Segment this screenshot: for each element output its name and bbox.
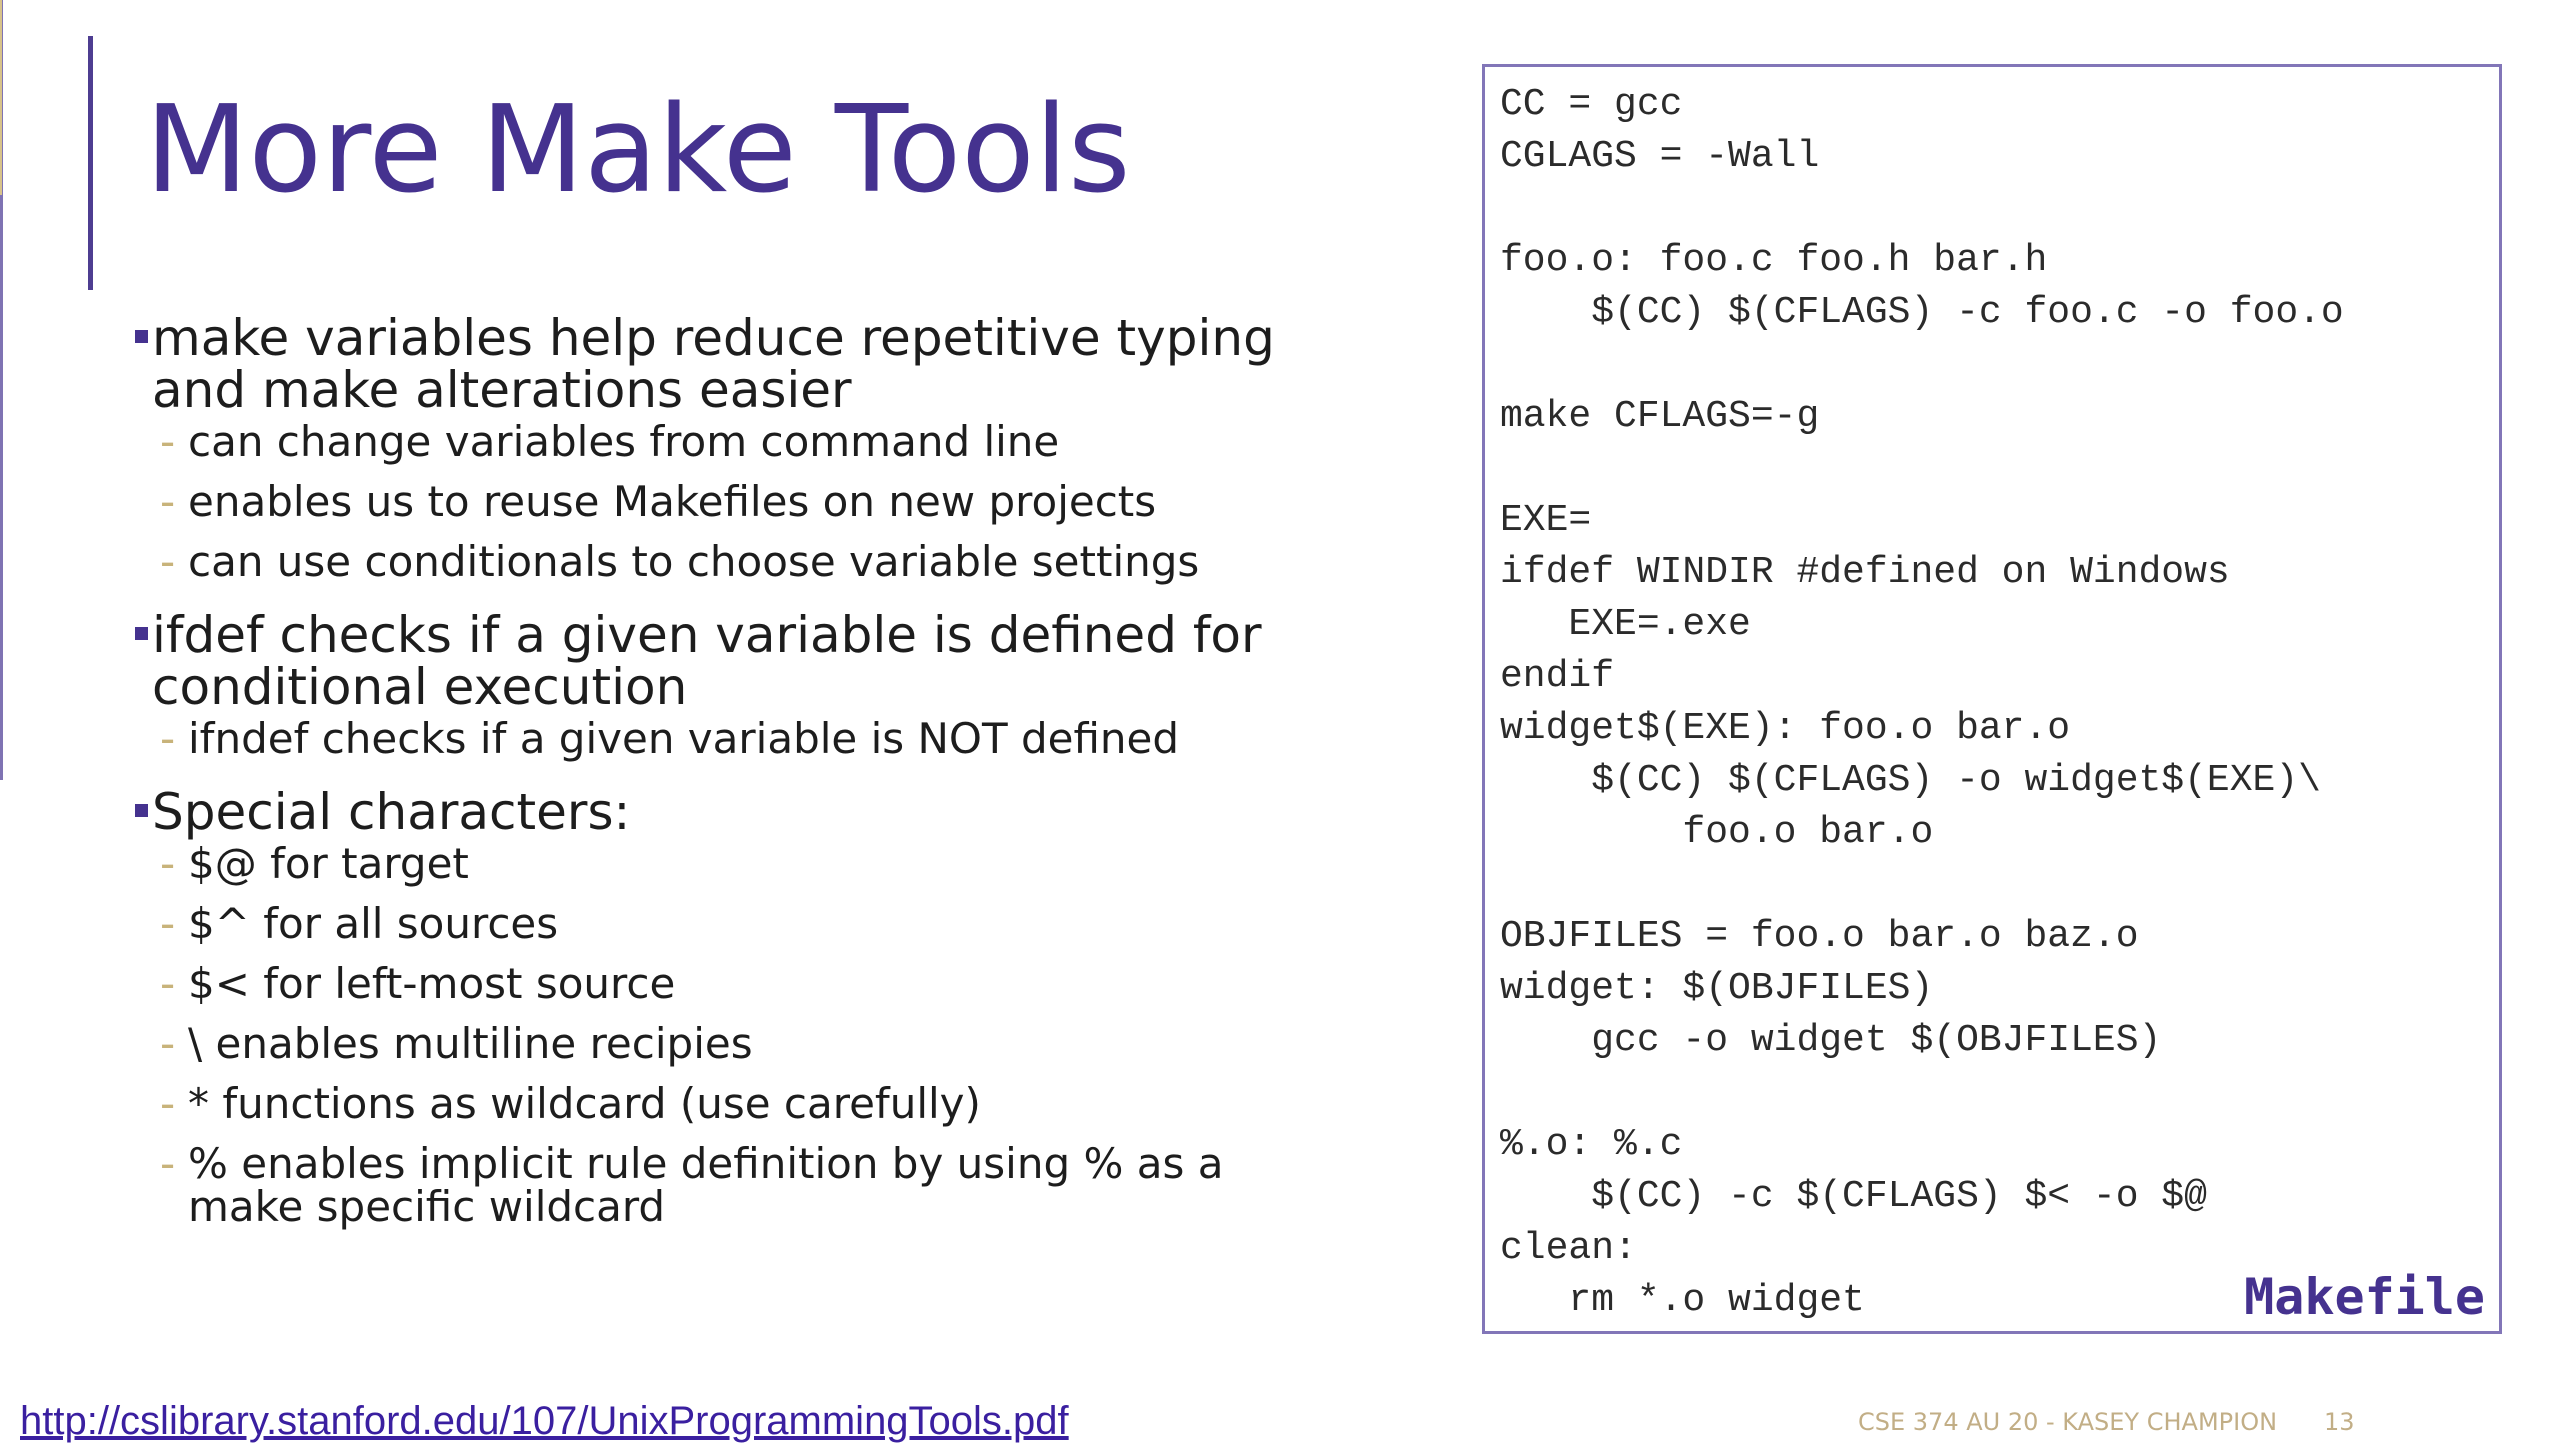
- sub-bullet-list: [132, 714, 1312, 763]
- sub-bullet-item: [160, 1079, 1312, 1128]
- code-line: EXE=.exe: [1500, 603, 1751, 646]
- code-line: endif: [1500, 655, 1615, 698]
- sub-bullet-item: [160, 477, 1312, 526]
- reference-link[interactable]: http://cslibrary.stanford.edu/107/UnixProgrammingTools.pdf: [20, 1399, 1069, 1443]
- code-line: widget$(EXE): foo.o bar.o: [1500, 707, 2071, 750]
- slide-title: More Make Tools: [145, 81, 1131, 220]
- code-line: $(CC) $(CFLAGS) -c foo.c -o foo.o: [1500, 291, 2344, 334]
- square-bullet-icon: [135, 627, 148, 640]
- sub-bullet-text: $< for left-most source: [188, 959, 676, 1008]
- sub-bullet-text: $@ for target: [188, 839, 469, 888]
- dash-bullet-icon: -: [160, 417, 176, 466]
- code-line: [1500, 339, 2499, 391]
- code-line: CC = gcc: [1500, 83, 1683, 126]
- makefile-code: [1500, 79, 2499, 1327]
- sub-bullet-item: [160, 537, 1312, 586]
- code-box-label: Makefile: [2244, 1268, 2485, 1326]
- code-line: $(CC) -c $(CFLAGS) $< -o $@: [1500, 1175, 2207, 1218]
- code-line: EXE=: [1500, 499, 1592, 542]
- bullet-text: ifdef checks if a given variable is defined for conditional execution: [152, 606, 1262, 716]
- sub-bullet-text: enables us to reuse Makefiles on new projects: [188, 477, 1157, 526]
- code-line: make CFLAGS=-g: [1500, 395, 1820, 438]
- bullet-text: make variables help reduce repetitive typing and make alterations easier: [152, 309, 1275, 419]
- bullet-item: [132, 783, 1312, 1231]
- dash-bullet-icon: -: [160, 1019, 176, 1068]
- code-line: [1500, 183, 2499, 235]
- sub-bullet-text: can change variables from command line: [188, 417, 1060, 466]
- dash-bullet-icon: -: [160, 959, 176, 1008]
- code-line: foo.o bar.o: [1500, 811, 1934, 854]
- sub-bullet-text: \ enables multiline recipies: [188, 1019, 753, 1068]
- dash-bullet-icon: -: [160, 714, 176, 763]
- title-accent-bar: [88, 36, 93, 290]
- sub-bullet-item: [160, 1019, 1312, 1068]
- sub-bullet-item: [160, 714, 1312, 763]
- code-line: foo.o: foo.c foo.h bar.h: [1500, 239, 2048, 282]
- sub-bullet-list: [132, 417, 1312, 586]
- dash-bullet-icon: -: [160, 839, 176, 888]
- code-line: %.o: %.c: [1500, 1123, 1683, 1166]
- sub-bullet-text: can use conditionals to choose variable settings: [188, 537, 1200, 586]
- code-line: $(CC) $(CFLAGS) -o widget$(EXE)\: [1500, 759, 2321, 802]
- dash-bullet-icon: -: [160, 1139, 176, 1188]
- sub-bullet-item: [160, 417, 1312, 466]
- code-line: widget: $(OBJFILES): [1500, 967, 1934, 1010]
- code-line: gcc -o widget $(OBJFILES): [1500, 1019, 2162, 1062]
- code-line: rm *.o widget: [1500, 1279, 1865, 1322]
- bullet-item: [132, 606, 1312, 763]
- bullet-text: Special characters:: [152, 783, 631, 841]
- code-line: OBJFILES = foo.o bar.o baz.o: [1500, 915, 2139, 958]
- sub-bullet-item: [160, 839, 1312, 888]
- footer-credit: CSE 374 AU 20 - KASEY CHAMPION: [1858, 1408, 2278, 1436]
- bullet-list: [132, 309, 1312, 1231]
- dash-bullet-icon: -: [160, 477, 176, 526]
- bullet-text-row: [132, 309, 1312, 419]
- bullet-text-row: [132, 606, 1312, 716]
- code-line: ifdef WINDIR #defined on Windows: [1500, 551, 2230, 594]
- code-line: [1500, 443, 2499, 495]
- square-bullet-icon: [135, 804, 148, 817]
- sub-bullet-item: [160, 959, 1312, 1008]
- dash-bullet-icon: -: [160, 1079, 176, 1128]
- dash-bullet-icon: -: [160, 537, 176, 586]
- sub-bullet-text: ifndef checks if a given variable is NOT defined: [188, 714, 1180, 763]
- makefile-code-box: [1482, 64, 2502, 1334]
- sub-bullet-text: % enables implicit rule definition by using % as a make specific wildcard: [188, 1139, 1224, 1231]
- square-bullet-icon: [135, 330, 148, 343]
- sub-bullet-item: [160, 1139, 1312, 1231]
- slide-top-edge: [0, 0, 2, 195]
- bullet-item: [132, 309, 1312, 586]
- sub-bullet-list: [132, 839, 1312, 1231]
- page-number: 13: [2324, 1408, 2355, 1436]
- bullet-text-row: [132, 783, 1312, 841]
- code-line: CGLAGS = -Wall: [1500, 135, 1820, 178]
- code-line: clean:: [1500, 1227, 1637, 1270]
- sub-bullet-item: [160, 899, 1312, 948]
- sub-bullet-text: * functions as wildcard (use carefully): [188, 1079, 981, 1128]
- sub-bullet-text: $^ for all sources: [188, 899, 559, 948]
- code-line: [1500, 859, 2499, 911]
- dash-bullet-icon: -: [160, 899, 176, 948]
- code-line: [1500, 1067, 2499, 1119]
